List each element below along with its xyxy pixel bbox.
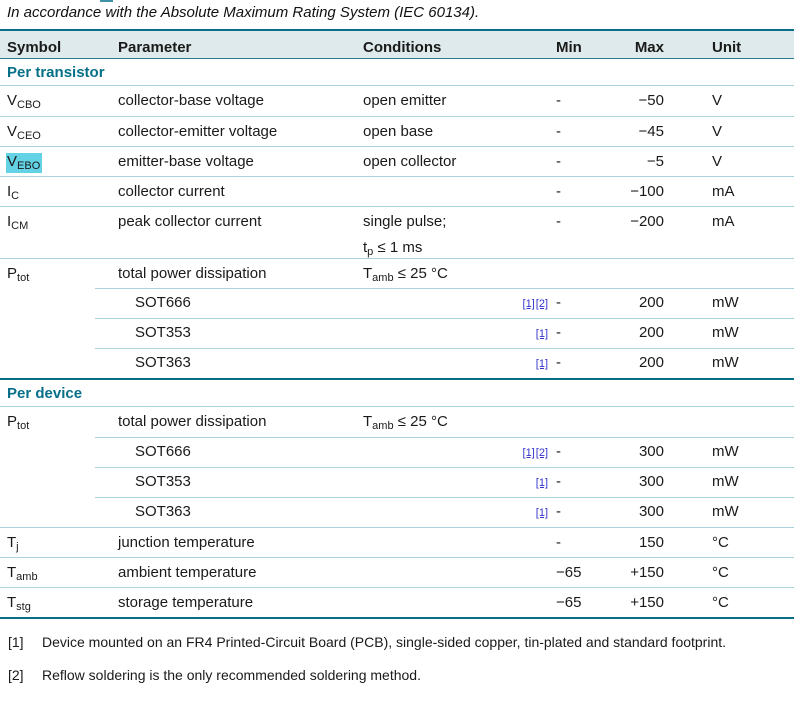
conditions-cell bbox=[363, 207, 556, 258]
footnote-refs bbox=[535, 503, 556, 522]
symbol-cell bbox=[0, 528, 118, 557]
symbol-subscript: amb bbox=[16, 571, 38, 583]
max-cell: 200 bbox=[638, 324, 664, 341]
symbol-base: I bbox=[7, 183, 12, 200]
conditions-line bbox=[363, 413, 448, 432]
footnote-1-ref: [1] bbox=[8, 634, 24, 650]
symbol-base: V bbox=[7, 92, 18, 109]
max-cell: 200 bbox=[638, 294, 664, 311]
unit-cell: mW bbox=[712, 354, 739, 371]
symbol-cell bbox=[0, 117, 118, 146]
table-row bbox=[0, 146, 794, 176]
symbol-cell bbox=[0, 467, 118, 497]
min-cell: - bbox=[556, 153, 561, 170]
parameter-cell: collector current bbox=[118, 183, 225, 200]
max-cell: −200 bbox=[630, 213, 664, 230]
conditions-cell bbox=[363, 588, 556, 617]
symbol-cell bbox=[0, 348, 118, 378]
parameter-cell: emitter-base voltage bbox=[118, 153, 254, 170]
table-row bbox=[0, 587, 794, 617]
conditions-cell bbox=[363, 318, 556, 348]
footnote-ref-link[interactable]: [1] bbox=[535, 358, 548, 370]
max-cell: 300 bbox=[638, 443, 664, 460]
table-row bbox=[0, 407, 794, 437]
condition-segment: open collector bbox=[363, 153, 457, 170]
table-subrow bbox=[0, 348, 794, 378]
footnote-ref-link[interactable]: [1] bbox=[535, 477, 548, 489]
max-cell: −50 bbox=[638, 92, 664, 109]
footnote-refs bbox=[535, 324, 556, 343]
unit-cell: V bbox=[712, 153, 723, 170]
condition-segment: open emitter bbox=[363, 92, 447, 109]
limiting-values-table bbox=[0, 29, 794, 619]
conditions-line bbox=[363, 265, 448, 284]
table-body bbox=[0, 59, 794, 617]
max-cell: −5 bbox=[646, 153, 664, 170]
condition-segment: T bbox=[363, 413, 373, 430]
parameter-cell: SOT363 bbox=[135, 503, 191, 520]
conditions-cell bbox=[363, 259, 556, 288]
max-cell: 300 bbox=[638, 473, 664, 490]
parameter-cell: SOT666 bbox=[135, 294, 191, 311]
parameter-cell: SOT353 bbox=[135, 324, 191, 341]
max-cell: 300 bbox=[638, 503, 664, 520]
footnote-refs bbox=[535, 473, 556, 492]
parameter-cell: total power dissipation bbox=[118, 413, 267, 430]
table-subrow bbox=[0, 497, 794, 527]
unit-cell: °C bbox=[712, 564, 729, 581]
parameter-cell: collector-emitter voltage bbox=[118, 123, 278, 140]
min-cell: −65 bbox=[556, 594, 582, 611]
min-cell: - bbox=[556, 503, 561, 520]
table-row bbox=[0, 86, 794, 116]
symbol-base: P bbox=[7, 413, 18, 430]
footnote-1-text: Device mounted on an FR4 Printed-Circuit Board (PCB), single-sided copper, tin-plated and standard footprint. bbox=[42, 634, 727, 650]
conditions-cell bbox=[363, 147, 556, 176]
symbol-subscript: tot bbox=[17, 272, 30, 284]
conditions-cell bbox=[363, 117, 556, 146]
min-cell: - bbox=[556, 354, 561, 371]
symbol-base: T bbox=[7, 564, 17, 581]
unit-cell: mA bbox=[712, 213, 735, 230]
conditions-line bbox=[363, 123, 433, 141]
symbol-base: T bbox=[7, 594, 17, 611]
condition-segment: ≤ 25 °C bbox=[393, 265, 448, 282]
conditions-cell bbox=[363, 348, 556, 378]
table-section bbox=[0, 59, 794, 378]
conditions-text bbox=[363, 413, 448, 432]
column-header-unit: Unit bbox=[712, 38, 742, 56]
symbol-subscript: C bbox=[11, 190, 20, 202]
condition-segment: ≤ 1 ms bbox=[373, 239, 423, 256]
symbol-subscript: CM bbox=[11, 220, 29, 232]
unit-cell: mW bbox=[712, 473, 739, 490]
symbol-cell bbox=[0, 147, 118, 176]
footnote-refs bbox=[522, 294, 556, 313]
column-header-parameter: Parameter bbox=[118, 38, 192, 56]
parameter-cell: junction temperature bbox=[118, 534, 255, 551]
min-cell: - bbox=[556, 183, 561, 200]
table-row bbox=[0, 116, 794, 146]
footnote-ref-link[interactable]: [1] bbox=[535, 328, 548, 340]
max-cell: +150 bbox=[630, 564, 664, 581]
conditions-text bbox=[363, 153, 456, 171]
symbol-base: V bbox=[7, 123, 18, 140]
conditions-text bbox=[363, 265, 448, 284]
symbol-subscript: EBO bbox=[17, 160, 41, 172]
table-subrow bbox=[0, 437, 794, 467]
condition-subscript: amb bbox=[372, 272, 394, 284]
parameter-cell: ambient temperature bbox=[118, 564, 257, 581]
conditions-line bbox=[363, 153, 456, 171]
min-cell: - bbox=[556, 324, 561, 341]
footnote-2-text: Reflow soldering is the only recommended soldering method. bbox=[42, 667, 421, 683]
table-header-row bbox=[0, 31, 794, 59]
min-cell: −65 bbox=[556, 564, 582, 581]
conditions-line bbox=[363, 239, 446, 258]
footnote-ref-link[interactable]: [1] bbox=[522, 447, 535, 459]
condition-subscript: p bbox=[367, 246, 374, 258]
symbol-cell bbox=[0, 437, 118, 467]
table-row bbox=[0, 206, 794, 258]
max-cell: −100 bbox=[630, 183, 664, 200]
symbol-base: P bbox=[7, 265, 18, 282]
table-row bbox=[0, 176, 794, 206]
max-cell: 200 bbox=[638, 354, 664, 371]
footnote-ref-link[interactable]: [1] bbox=[535, 507, 548, 519]
table-row bbox=[0, 527, 794, 557]
unit-cell: °C bbox=[712, 534, 729, 551]
parameter-cell: SOT353 bbox=[135, 473, 191, 490]
table-subrow bbox=[0, 288, 794, 318]
conditions-text bbox=[363, 92, 446, 110]
symbol-cell bbox=[0, 318, 118, 348]
condition-segment: single pulse; bbox=[363, 213, 447, 230]
conditions-cell bbox=[363, 177, 556, 206]
footnote-refs bbox=[522, 443, 556, 462]
conditions-text bbox=[363, 213, 446, 258]
unit-cell: V bbox=[712, 123, 723, 140]
symbol-base: I bbox=[7, 213, 12, 230]
conditions-cell bbox=[363, 86, 556, 116]
conditions-line bbox=[363, 92, 446, 110]
condition-segment: T bbox=[363, 265, 373, 282]
table-subrow bbox=[0, 318, 794, 348]
table-subrow bbox=[0, 467, 794, 497]
symbol-cell bbox=[0, 407, 118, 437]
section-title: Per device bbox=[0, 380, 794, 407]
parameter-cell: peak collector current bbox=[118, 213, 262, 230]
condition-segment: t bbox=[363, 239, 368, 256]
parameter-cell: SOT363 bbox=[135, 354, 191, 371]
symbol-cell bbox=[0, 177, 118, 206]
footnote-ref-link[interactable]: [2] bbox=[535, 298, 548, 310]
unit-cell bbox=[664, 407, 794, 437]
table-row bbox=[0, 557, 794, 587]
parameter-cell: storage temperature bbox=[118, 594, 254, 611]
unit-cell: mW bbox=[712, 324, 739, 341]
unit-cell: °C bbox=[712, 594, 729, 611]
unit-cell: mW bbox=[712, 503, 739, 520]
conditions-cell bbox=[363, 407, 556, 437]
conditions-cell bbox=[363, 437, 556, 467]
min-cell bbox=[556, 407, 604, 437]
symbol-subscript: tot bbox=[17, 420, 30, 432]
section-title: Per transistor bbox=[0, 59, 794, 86]
max-cell bbox=[604, 407, 664, 437]
min-cell: - bbox=[556, 534, 561, 551]
symbol-subscript: CBO bbox=[17, 99, 41, 111]
table-section bbox=[0, 378, 794, 617]
unit-cell bbox=[664, 259, 794, 288]
max-cell: 150 bbox=[638, 534, 664, 551]
unit-cell: V bbox=[712, 92, 723, 109]
footnotes bbox=[0, 632, 800, 686]
symbol-subscript: CEO bbox=[17, 130, 41, 142]
column-header-min: Min bbox=[556, 38, 582, 56]
cropped-heading-fragment bbox=[100, 0, 113, 2]
column-header-symbol: Symbol bbox=[7, 38, 62, 56]
condition-subscript: amb bbox=[372, 420, 394, 432]
min-cell: - bbox=[556, 294, 561, 311]
symbol-cell bbox=[0, 86, 118, 116]
conditions-cell bbox=[363, 528, 556, 557]
conditions-cell bbox=[363, 558, 556, 587]
conditions-line bbox=[363, 213, 446, 231]
table-row bbox=[0, 258, 794, 288]
conditions-text bbox=[363, 123, 433, 141]
symbol-cell bbox=[0, 497, 118, 527]
symbol-subscript: j bbox=[16, 541, 19, 553]
condition-segment: ≤ 25 °C bbox=[393, 413, 448, 430]
conditions-cell bbox=[363, 288, 556, 318]
max-cell bbox=[604, 259, 664, 288]
parameter-cell: collector-base voltage bbox=[118, 92, 264, 109]
conditions-cell bbox=[363, 467, 556, 497]
column-header-conditions: Conditions bbox=[363, 38, 442, 56]
search-highlight bbox=[6, 153, 42, 173]
parameter-cell: total power dissipation bbox=[118, 265, 267, 282]
min-cell: - bbox=[556, 473, 561, 490]
symbol-subscript: stg bbox=[16, 601, 31, 613]
symbol-cell bbox=[0, 259, 118, 288]
symbol-cell bbox=[0, 288, 118, 318]
footnote-2-ref: [2] bbox=[8, 667, 24, 683]
column-header-max: Max bbox=[634, 38, 664, 56]
max-cell: +150 bbox=[630, 594, 664, 611]
table-intro-note: In accordance with the Absolute Maximum Rating System (IEC 60134). bbox=[7, 4, 480, 21]
symbol-cell bbox=[0, 207, 118, 258]
unit-cell: mW bbox=[712, 443, 739, 460]
footnote-refs bbox=[535, 354, 556, 373]
footnote-1 bbox=[8, 632, 800, 653]
footnote-ref-link[interactable]: [2] bbox=[535, 447, 548, 459]
min-cell: - bbox=[556, 92, 561, 109]
footnote-ref-link[interactable]: [1] bbox=[522, 298, 535, 310]
min-cell: - bbox=[556, 213, 561, 230]
unit-cell: mW bbox=[712, 294, 739, 311]
symbol-cell bbox=[0, 558, 118, 587]
symbol-cell bbox=[0, 588, 118, 617]
min-cell bbox=[556, 259, 604, 288]
max-cell: −45 bbox=[638, 123, 664, 140]
conditions-cell bbox=[363, 497, 556, 527]
symbol-base: T bbox=[7, 534, 17, 551]
symbol-base: V bbox=[7, 153, 18, 170]
min-cell: - bbox=[556, 443, 561, 460]
min-cell: - bbox=[556, 123, 561, 140]
condition-segment: open base bbox=[363, 123, 434, 140]
unit-cell: mA bbox=[712, 183, 735, 200]
parameter-cell: SOT666 bbox=[135, 443, 191, 460]
footnote-2 bbox=[8, 665, 800, 686]
